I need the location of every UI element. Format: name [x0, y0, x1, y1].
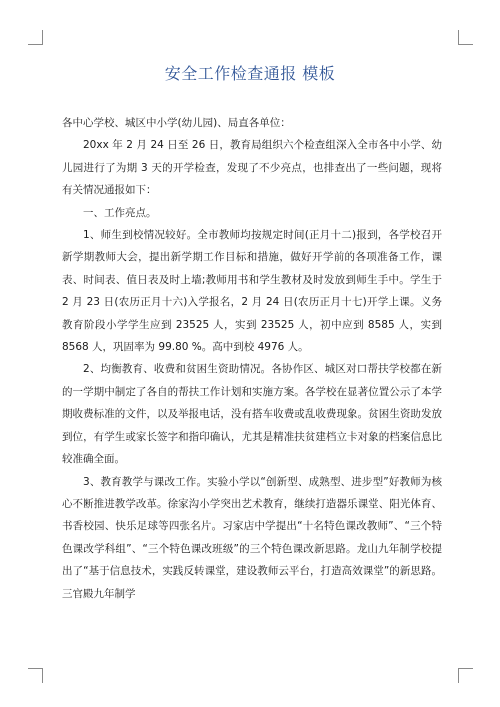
salutation: 各中心学校、城区中小学(幼儿园)、局直各单位： [62, 117, 291, 129]
section-heading-highlights: 一、工作亮点。 [83, 206, 157, 219]
crop-mark-bottom-left [28, 668, 43, 683]
paragraph-teaching-reform: 3、教育教学与课改工作。实验小学以“创新型、成熟型、进步型”好教师为核心不断推进教学改革。徐家沟小学突出艺术教育，继续打造器乐课堂、阳光体育、书香校园、快乐足球等四张名片。习家店中学提出“十名特色课改教师”、“三个特色课改学科组”、“三个特色课改班级”的三个特色课改新思路。龙山九年制学校提出了“基于信息技术，实践反转课堂，建设教师云平台，打造高效课堂”的新思路。三官殿九年制学 [62, 475, 442, 600]
document-body [62, 112, 442, 605]
paragraph-attendance: 1、师生到校情况较好。全市教师均按规定时间(正月十二)报到，各学校召开新学期教师大会，提出新学期工作目标和措施，做好开学前的各项准备工作，课表、时间表、值日表及时上墙;教师用书和学生教材及时发放到师生手中。学生于 2 月 23 日(农历正月十六)入学报名，2 月 24 日(农历正月十七)开学上课。义务教育阶段小学学生应到 23525 人，实到 23525 人，初中应到 8585 人，实到 8568 人，巩固率为 99.80 %。高中到校 4976 人。 [62, 229, 442, 354]
paragraph-balanced-education: 2、均衡教育、收费和贫困生资助情况。各协作区、城区对口帮扶学校都在新的一学期中制定了各自的帮扶工作计划和实施方案。各学校在显著位置公示了本学期收费标准的文件，以及举报电话，没有搭车收费或乱收费现象。贫困生资助发放到位，有学生或家长签字和指印确认，尤其是精准扶贫建档立卡对象的档案信息比较准确全面。 [62, 363, 442, 466]
crop-mark-bottom-right [458, 668, 473, 683]
document-title: 安全工作检查通报 模板 [164, 64, 336, 83]
crop-mark-top-right [458, 30, 473, 45]
paragraph-intro: 20xx 年 2 月 24 日至 26 日，教育局组织六个检查组深入全市各中小学、幼儿园进行了为期 3 天的开学检查，发现了不少亮点，也排查出了一些问题，现将有关情况通报如下： [62, 139, 442, 197]
crop-mark-top-left [28, 30, 43, 45]
